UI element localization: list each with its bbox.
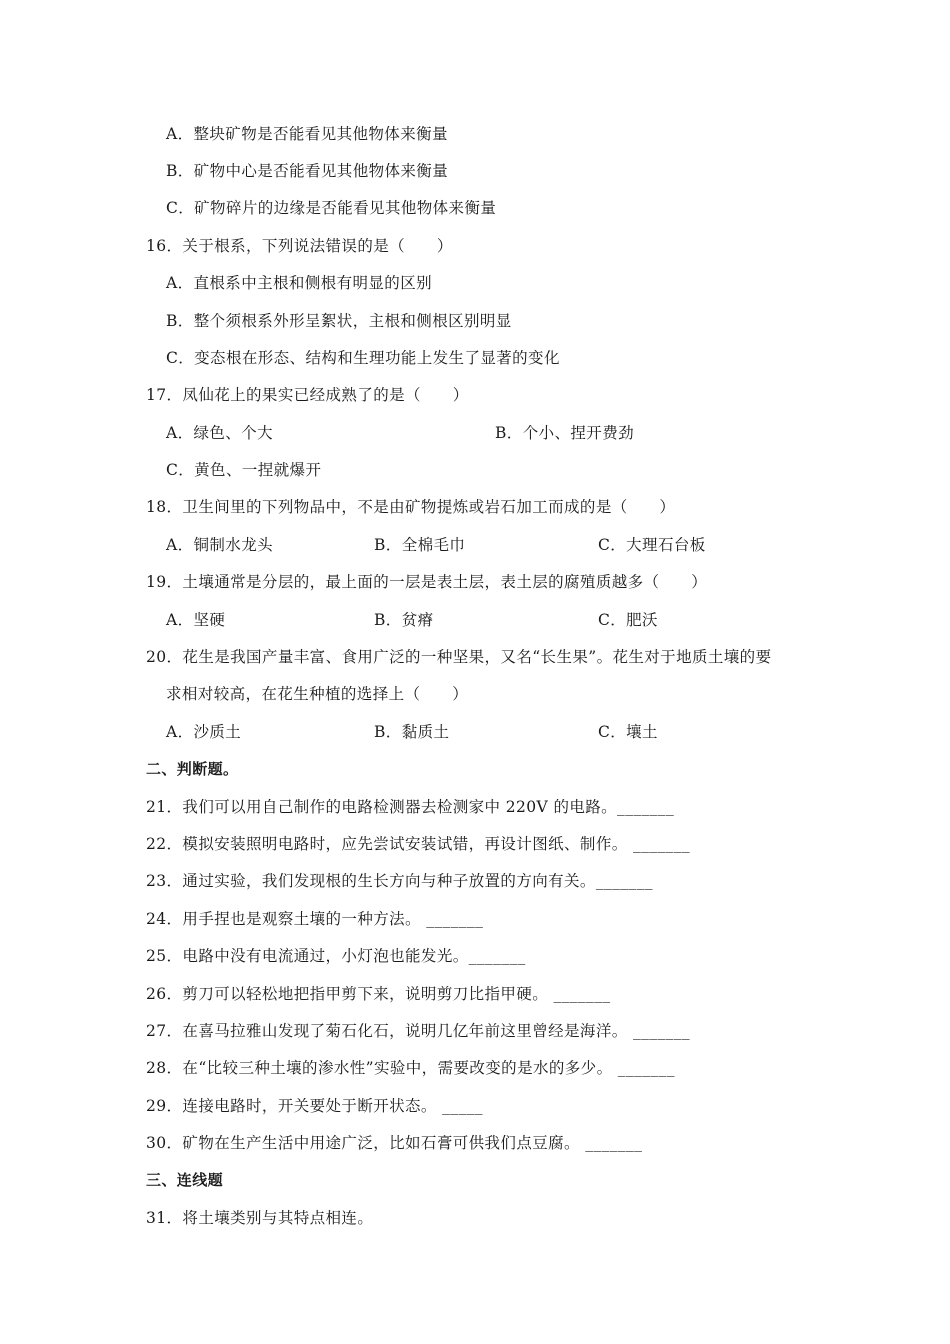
q20-option-c: C．壤土 (598, 723, 658, 741)
judgment-25: 25．电路中没有电流通过，小灯泡也能发光。_______ (146, 947, 526, 965)
q17-stem: 17．凤仙花上的果实已经成熟了的是（ ） (146, 386, 469, 404)
q20-option-a: A．沙质土 (166, 723, 242, 741)
q15-option-c: C．矿物碎片的边缘是否能看见其他物体来衡量 (166, 199, 497, 217)
q17-option-c: C．黄色、一捏就爆开 (166, 461, 322, 479)
q16-stem: 16．关于根系，下列说法错误的是（ ） (146, 237, 453, 255)
judgment-27: 27．在喜马拉雅山发现了菊石化石，说明几亿年前这里曾经是海洋。 _______ (146, 1022, 691, 1040)
section2-title: 二、判断题。 (146, 760, 239, 778)
judgment-28: 28．在“比较三种土壤的渗水性”实验中，需要改变的是水的多少。 _______ (146, 1059, 675, 1077)
judgment-22: 22．模拟安装照明电路时，应先尝试安装试错，再设计图纸、制作。 _______ (146, 835, 691, 853)
q31-stem: 31．将土壤类别与其特点相连。 (146, 1209, 374, 1227)
judgment-26: 26．剪刀可以轻松地把指甲剪下来，说明剪刀比指甲硬。 _______ (146, 985, 611, 1003)
q19-option-b: B．贫瘠 (374, 611, 434, 629)
q16-option-b: B．整个须根系外形呈絮状，主根和侧根区别明显 (166, 312, 512, 330)
q19-stem: 19．土壤通常是分层的，最上面的一层是表土层，表土层的腐殖质越多（ ） (146, 573, 708, 591)
judgment-23: 23．通过实验，我们发现根的生长方向与种子放置的方向有关。_______ (146, 872, 653, 890)
q16-option-c: C．变态根在形态、结构和生理功能上发生了显著的变化 (166, 349, 560, 367)
q18-option-a: A．铜制水龙头 (166, 536, 273, 554)
q20-stem-line2: 求相对较高，在花生种植的选择上（ ） (166, 685, 469, 703)
q16-option-a: A．直根系中主根和侧根有明显的区别 (166, 274, 432, 292)
judgment-24: 24．用手捏也是观察土壤的一种方法。 _______ (146, 910, 484, 928)
section3-title: 三、连线题 (146, 1171, 224, 1189)
q19-option-c: C．肥沃 (598, 611, 658, 629)
q18-stem: 18．卫生间里的下列物品中，不是由矿物提炼或岩石加工而成的是（ ） (146, 498, 676, 516)
judgment-21: 21．我们可以用自己制作的电路检测器去检测家中 220V 的电路。_______ (146, 798, 675, 816)
judgment-29: 29．连接电路时，开关要处于断开状态。 _____ (146, 1097, 483, 1115)
q17-option-a: A．绿色、个大 (166, 424, 273, 442)
q15-option-b: B．矿物中心是否能看见其他物体来衡量 (166, 162, 449, 180)
q18-option-b: B．全棉毛巾 (374, 536, 466, 554)
q20-stem-line1: 20．花生是我国产量丰富、食用广泛的一种坚果，又名“长生果”。花生对于地质土壤的要 (146, 648, 772, 666)
q20-option-b: B．黏质土 (374, 723, 450, 741)
q18-option-c: C．大理石台板 (598, 536, 706, 554)
judgment-30: 30．矿物在生产生活中用途广泛，比如石膏可供我们点豆腐。 _______ (146, 1134, 643, 1152)
q15-option-a: A．整块矿物是否能看见其他物体来衡量 (166, 125, 448, 143)
q17-option-b: B．个小、捏开费劲 (495, 424, 634, 442)
q19-option-a: A．坚硬 (166, 611, 226, 629)
